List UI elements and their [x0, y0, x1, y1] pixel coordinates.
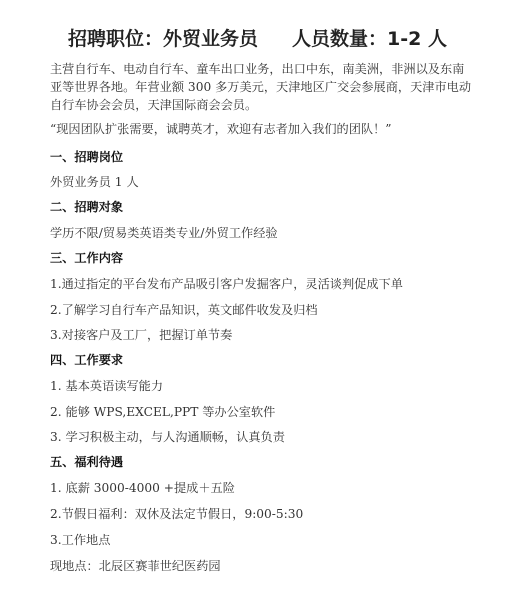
company-intro: 主营自行车、电动自行车、童车出口业务，出口中东，南美洲，非洲以及东南亚等世界各地。年营业额 300 多万美元，天津地区广交会参展商，天津市电动自行车协会会员，天津国际商会会员。 [50, 62, 472, 112]
section-heading-requirements: 四、工作要求 [50, 353, 124, 367]
section-item: 2. 能够 WPS,EXCEL,PPT 等办公室软件 [50, 405, 276, 419]
page-title [0, 24, 515, 51]
section-item: 1. 底薪 3000-4000 +提成＋五险 [50, 481, 235, 495]
position-title: 招聘职位：外贸业务员 [68, 28, 259, 50]
section-item: 外贸业务员 1 人 [50, 175, 139, 189]
section-heading-positions: 一、招聘岗位 [50, 150, 124, 164]
section-item: 3.对接客户及工厂，把握订单节奏 [50, 328, 233, 342]
section-heading-duties: 三、工作内容 [50, 251, 124, 265]
section-item: 1.通过指定的平台发布产品吸引客户发掘客户，灵活谈判促成下单 [50, 277, 403, 291]
section-heading-benefits: 五、福利待遇 [50, 455, 124, 469]
headcount-title: 人员数量：1-2 人 [292, 28, 447, 50]
section-item: 3. 学习积极主动，与人沟通顺畅，认真负责 [50, 430, 285, 444]
section-item: 2.节假日福利：双休及法定节假日，9:00-5:30 [50, 507, 304, 521]
section-item: 3.工作地点 [50, 533, 111, 547]
section-item: 2.了解学习自行车产品知识，英文邮件收发及归档 [50, 303, 318, 317]
section-heading-target: 二、招聘对象 [50, 200, 124, 214]
section-item: 1. 基本英语读写能力 [50, 379, 164, 393]
section-item: 现地点：北辰区赛菲世纪医药园 [50, 559, 221, 573]
section-item: 学历不限/贸易类英语类专业/外贸工作经验 [50, 226, 278, 240]
recruitment-quote: “现因团队扩张需要，诚聘英才，欢迎有志者加入我们的团队！” [50, 122, 392, 136]
